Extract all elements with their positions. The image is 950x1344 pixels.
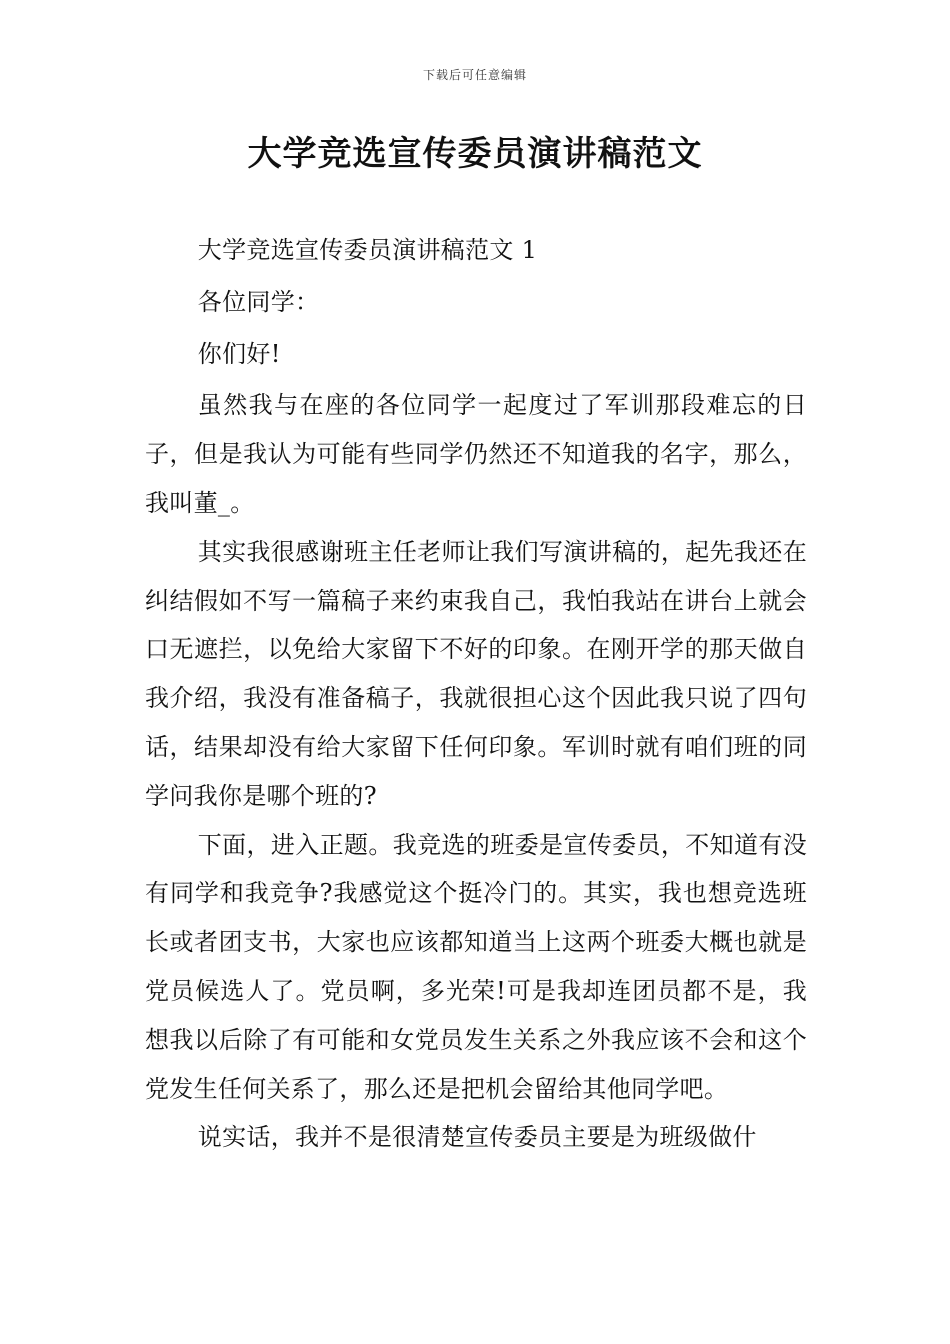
paragraph-greeting: 你们好! xyxy=(197,339,281,368)
paragraph-thanks: 其实我很感谢班主任老师让我们写演讲稿的，起先我还在纠结假如不写一篇稿子来约束我自己，我怕我站在讲台上就会口无遮拦，以免给大家留下不好的印象。在刚开学的那天做自我介绍，我没有准备稿子，我就很担心这个因此我只说了四句话，结果却没有给大家留下任何印象。军训时就有咱们班的同学问我你是哪个班的? xyxy=(145,537,807,810)
paragraph-main-topic: 下面，进入正题。我竞选的班委是宣传委员，不知道有没有同学和我竞争?我感觉这个挺冷门的。其实，我也想竞选班长或者团支书，大家也应该都知道当上这两个班委大概也就是党员候选人了。党员啊，多光荣!可是我却连团员都不是，我想我以后除了有可能和女党员发生关系之外我应该不会和这个党发生任何关系了，那么还是把机会留给其他同学吧。 xyxy=(145,830,807,1103)
paragraph-salutation: 各位同学： xyxy=(197,287,320,316)
document-title: 大学竞选宣传委员演讲稿范文 xyxy=(247,134,703,174)
document-body xyxy=(145,226,807,1162)
paragraph-honesty: 说实话，我并不是很清楚宣传委员主要是为班级做什 xyxy=(197,1123,757,1152)
header-note: 下载后可任意编辑 xyxy=(422,68,527,82)
paragraph-subtitle: 大学竞选宣传委员演讲稿范文 1 xyxy=(197,236,538,264)
paragraph-introduction: 虽然我与在座的各位同学一起度过了军训那段难忘的日子，但是我认为可能有些同学仍然还不知道我的名字，那么，我叫董_。 xyxy=(145,391,807,517)
